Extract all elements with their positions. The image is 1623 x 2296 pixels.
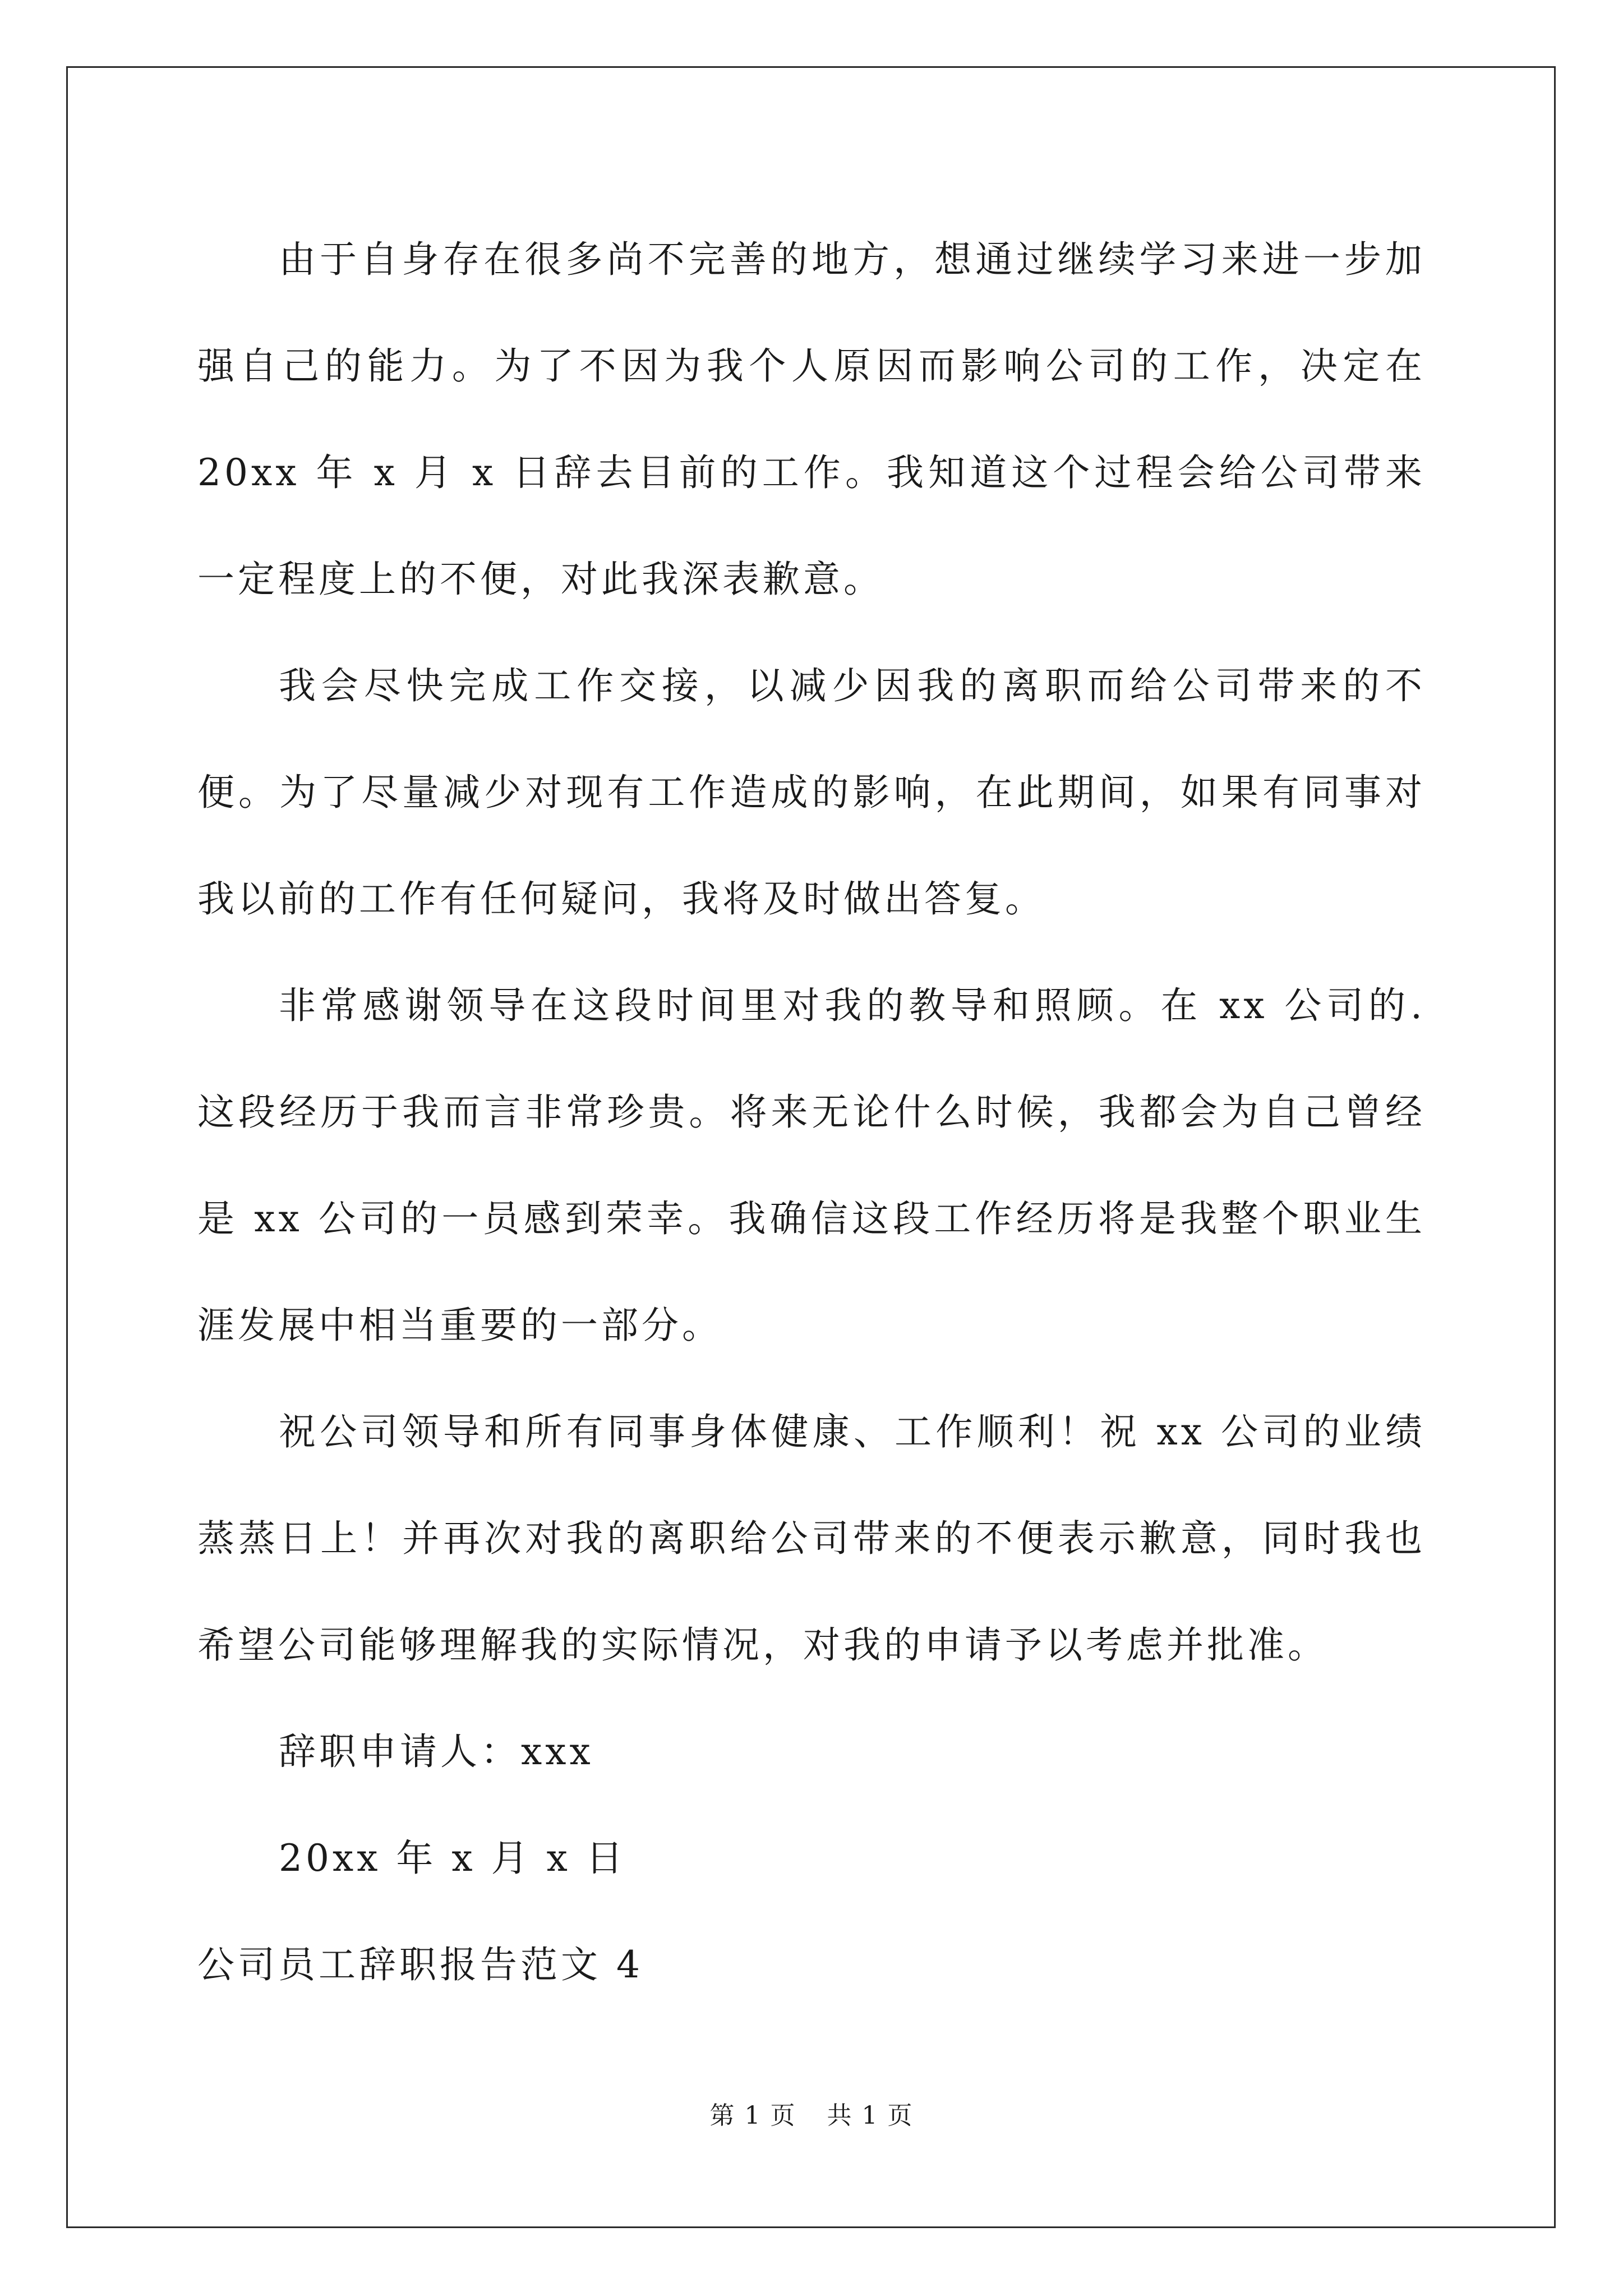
signature-line: 辞职申请人：xxx xyxy=(279,1730,594,1773)
paragraph-3: 非常感谢领导在这段时间里对我的教导和照顾。在 xx 公司的. 这段经历于我而言非常珍贵。将来无论什么时候，我都会为自己曾经是 xx 公司的一员感到荣幸。我确信这段工作经历将是我整个职业生涯发展中相当重要的一部分。 xyxy=(197,984,1426,1347)
page-total: 共 1 页 xyxy=(827,2101,914,2130)
paragraph-1: 由于自身存在很多尚不完善的地方，想通过继续学习来进一步加强自己的能力。为了不因为我个人原因而影响公司的工作，决定在20xx 年 x 月 x 日辞去目前的工作。我知道这个过程会给公司带来一定程度上的不便，对此我深表歉意。 xyxy=(197,238,1426,601)
date-line: 20xx 年 x 月 x 日 xyxy=(279,1837,626,1880)
paragraph-4: 祝公司领导和所有同事身体健康、工作顺利！祝 xx 公司的业绩蒸蒸日上！并再次对我的离职给公司带来的不便表示歉意，同时我也希望公司能够理解我的实际情况，对我的申请予以考虑并批准。 xyxy=(197,1410,1426,1667)
page-footer xyxy=(0,2095,1623,2131)
paragraph-2: 我会尽快完成工作交接，以减少因我的离职而给公司带来的不便。为了尽量减少对现有工作造成的影响，在此期间，如果有同事对我以前的工作有任何疑问，我将及时做出答复。 xyxy=(197,664,1426,921)
page-number: 第 1 页 xyxy=(709,2101,796,2130)
document-body xyxy=(197,206,1426,2018)
next-section-heading: 公司员工辞职报告范文 4 xyxy=(197,1943,643,1986)
